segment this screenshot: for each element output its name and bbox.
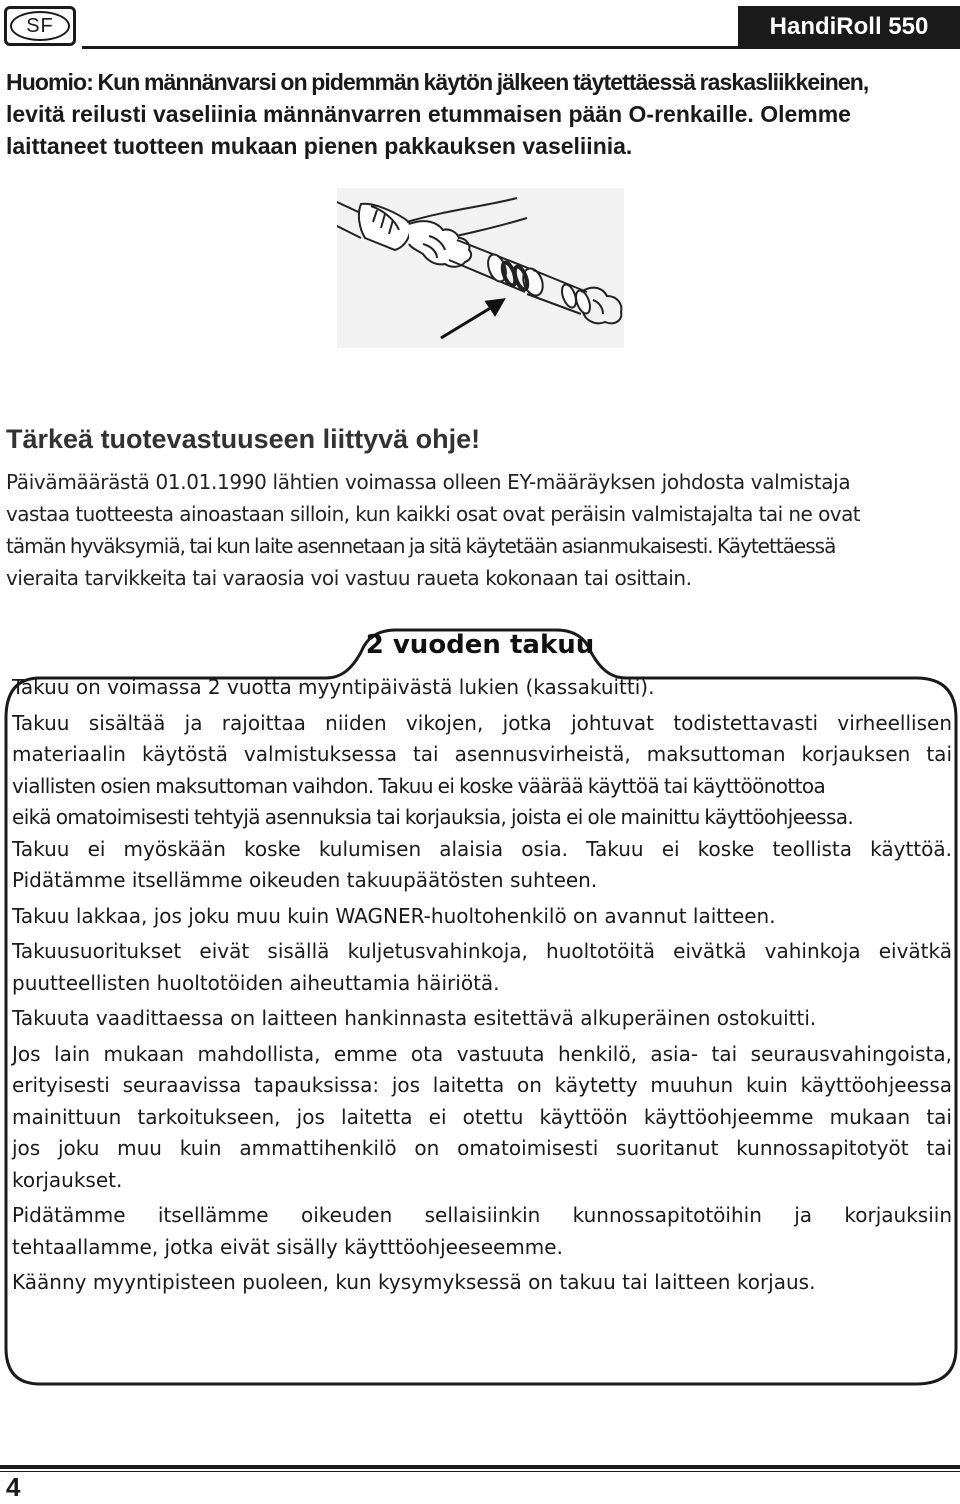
warranty-paragraph <box>12 936 952 999</box>
note-line: levitä reilusti vaseliinia männänvarren etummaisen pään O-renkaille. Olemme <box>6 101 851 127</box>
warranty-line: Takuu sisältää ja rajoittaa niiden vikojen, jotka johtuvat todistettavasti virheellisen <box>12 710 952 735</box>
warranty-line: Pidätämme itsellämme oikeuden sellaisiinkin kunnossapitotöihin ja korjauksiin <box>12 1203 952 1227</box>
note-line: laittaneet tuotteen mukaan pienen pakkauksen vaseliinia. <box>6 133 633 159</box>
footer-rule <box>0 1465 960 1469</box>
warranty-line: Jos lain mukaan mahdollista, emme ota vastuuta henkilö, asia- tai seurausvahingoista, <box>12 1041 952 1066</box>
product-liability-heading: Tärkeä tuotevastuuseen liittyvä ohje! <box>6 424 481 454</box>
model-title: HandiRoll 550 <box>738 6 960 47</box>
warranty-line: Takuu on voimassa 2 vuotta myyntipäivästä lukien (kassakuitti). <box>12 675 655 699</box>
warranty-paragraph <box>12 708 952 897</box>
product-liability-line: Päivämäärästä 01.01.1990 lähtien voimassa olleen EY-määräyksen johdosta valmistaja <box>6 470 851 494</box>
warranty-line: jos joku muu kuin ammattihenkilö on omatoimisesti suoritanut kunnossapitotyöt tai <box>12 1136 952 1160</box>
page-number: 4 <box>6 1472 21 1502</box>
warranty-title: 2 vuoden takuu <box>365 630 595 660</box>
warranty-line: puutteellisten huoltotöiden aiheuttamia häiriötä. <box>12 970 500 995</box>
warranty-line: erityisesti seuraavissa tapauksissa: jos laitetta on käytetty muuhun kuin käyttöohjeessa <box>12 1073 952 1097</box>
warranty-line: tehtaallamme, jotka eivät sisälly käytttöohjeeseemme. <box>12 1234 563 1259</box>
warranty-line: materiaalin käytöstä valmistuksessa tai asennusvirheistä, maksuttoman korjauksen tai <box>12 742 952 766</box>
product-liability-text <box>6 466 956 594</box>
warranty-line: mainittuun tarkoitukseen, jos laitetta ei otettu käyttöön käyttöohjeemme mukaan tai <box>12 1104 952 1129</box>
warranty-paragraph <box>12 1003 952 1035</box>
warranty-line: korjaukset. <box>12 1167 123 1192</box>
footer-rule-thin <box>0 1471 960 1472</box>
piston-rod-o-ring-illustration <box>337 188 624 348</box>
warranty-line: Takuusuoritukset eivät sisällä kuljetusvahinkoja, huoltotöitä eivätkä vahinkoja eivätkä <box>12 939 952 963</box>
warranty-line: Takuu lakkaa, jos joku muu kuin WAGNER-huoltohenkilö on avannut laitteen. <box>12 903 776 928</box>
warranty-paragraph <box>12 901 952 933</box>
warranty-paragraph <box>12 1039 952 1197</box>
warranty-paragraph <box>12 1267 952 1299</box>
warranty-text <box>12 672 952 1303</box>
warranty-line: Takuuta vaadittaessa on laitteen hankinnasta esitettävä alkuperäinen ostokuitti. <box>12 1006 817 1030</box>
warranty-line: Pidätämme itsellämme oikeuden takuupäätösten suhteen. <box>12 868 598 892</box>
warranty-line: Takuu ei myöskään koske kulumisen alaisia osia. Takuu ei koske teollista käyttöä. <box>12 836 952 861</box>
product-liability-line: vieraita tarvikkeita tai varaosia voi vastuu raueta kokonaan tai osittain. <box>6 566 692 590</box>
language-badge-label: SF <box>10 11 70 41</box>
product-liability-line: vastaa tuotteesta ainoastaan silloin, kun kaikki osat ovat peräisin valmistajalta tai ne ovat <box>6 502 861 526</box>
warranty-paragraph <box>12 1200 952 1263</box>
warranty-line: eikä omatoimisesti tehtyjä asennuksia tai korjauksia, joista ei ole mainittu käyttöohjeessa. <box>12 805 854 829</box>
lubrication-note <box>6 66 956 162</box>
warranty-line: viallisten osien maksuttoman vaihdon. Takuu ei koske väärää käyttöä tai käyttöönottoa <box>12 773 826 798</box>
product-liability-line: tämän hyväksymiä, tai kun laite asennetaan ja sitä käytetään asianmukaisesti. Käytettäessä <box>6 534 836 558</box>
language-badge <box>4 6 76 46</box>
warranty-paragraph <box>12 672 952 704</box>
warranty-line: Käänny myyntipisteen puoleen, kun kysymyksessä on takuu tai laitteen korjaus. <box>12 1270 816 1294</box>
note-line: Huomio: Kun männänvarsi on pidemmän käytön jälkeen täytettäessä raskasliikkeinen, <box>6 69 869 95</box>
